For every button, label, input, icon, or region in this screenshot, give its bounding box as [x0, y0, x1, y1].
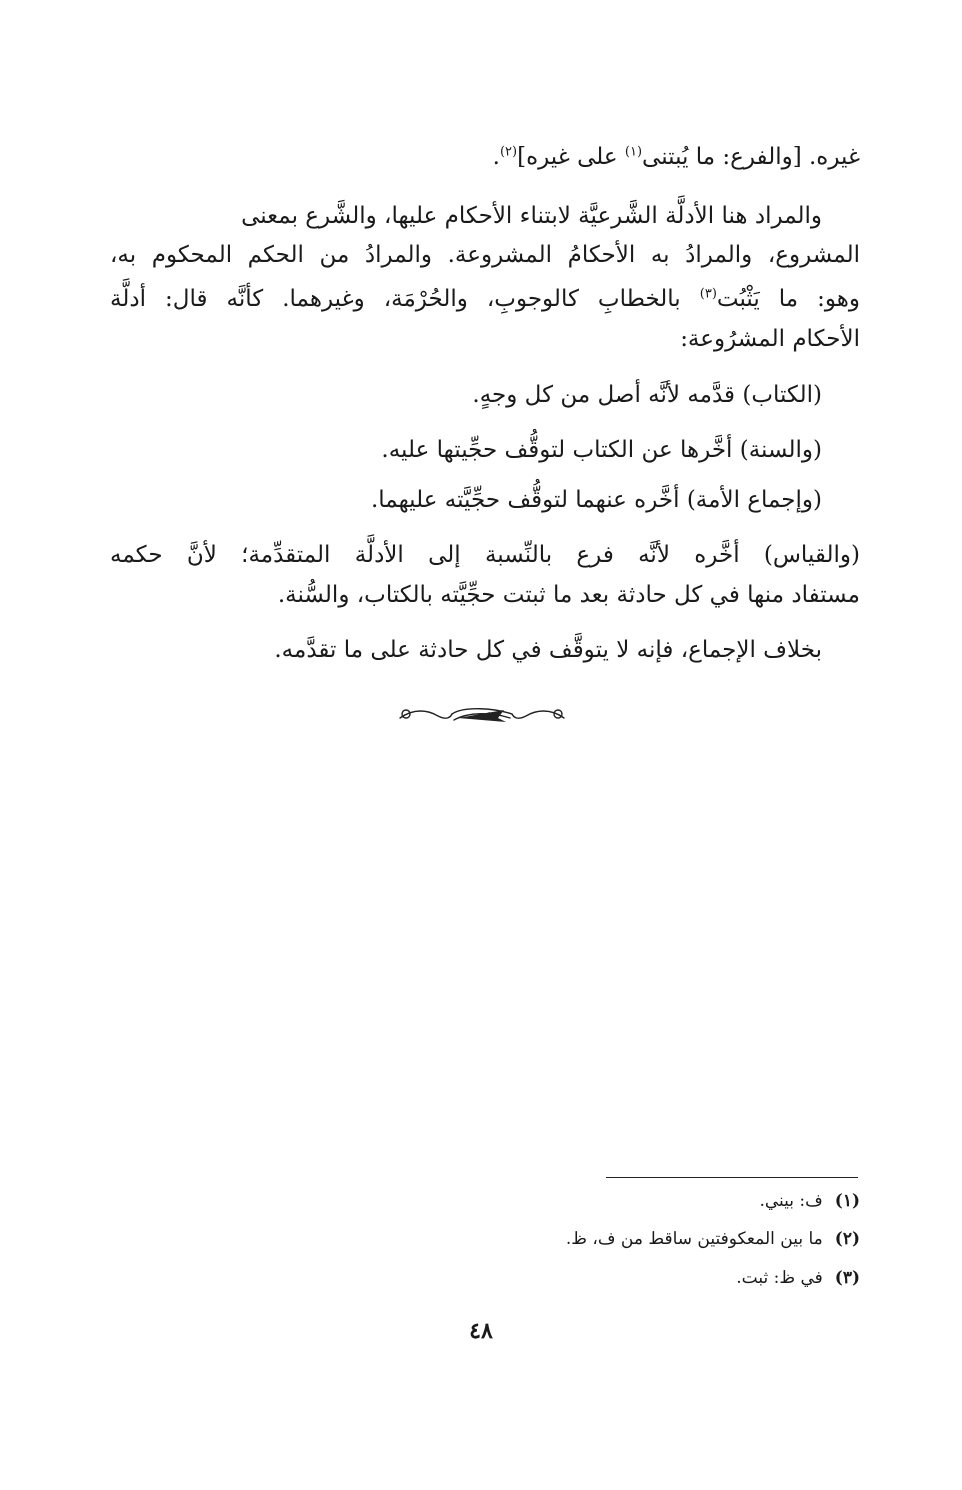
page-number: ٤٨	[469, 1318, 493, 1344]
text-fragment: وهو: ما يَثْبُت	[716, 286, 861, 312]
text-fragment: المشروع، والمرادُ به الأحكامُ المشروعة. والمرادُ من الحكم المحكوم به،	[110, 242, 860, 268]
item-ijma	[371, 483, 822, 517]
footnote-text: ف: بيني.	[759, 1191, 823, 1211]
footnote-ref-1[interactable]: (١)	[624, 144, 643, 160]
footnote-number: (٢)	[834, 1229, 860, 1249]
floral-divider-icon	[394, 698, 570, 734]
footnote-2	[566, 1226, 860, 1252]
text-fragment: الأحكام المشرُوعة:	[680, 326, 860, 352]
text-fragment: (وإجماع الأمة) أخَّره عنهما لتوقُّف حجِّيَّته عليهما.	[370, 487, 822, 513]
item-book	[472, 378, 822, 412]
closing-line	[274, 633, 822, 667]
footnote-ref-2[interactable]: (٢)	[499, 144, 518, 160]
text-fragment: .	[492, 144, 500, 170]
footnote-ref-3[interactable]: (٣)	[699, 286, 717, 302]
footnote-text: في ظ: ثبت.	[736, 1268, 823, 1288]
text-fragment: مستفاد منها في كل حادثة بعد ما ثبتت حجِّيَّته بالكتاب، والسُّنة.	[277, 582, 860, 608]
paragraph-2-line-1	[241, 199, 822, 233]
text-fragment: على غيره]	[517, 144, 625, 170]
item-sunnah	[381, 433, 822, 467]
footnote-number: (١)	[834, 1191, 860, 1211]
footnote-separator	[606, 1177, 858, 1178]
footnote-3	[736, 1265, 860, 1291]
text-fragment: (والسنة) أخَّرها عن الكتاب لتوقُّف حجِّيتها عليه.	[381, 437, 822, 463]
item-qiyas-line-1	[110, 538, 860, 572]
text-fragment: بخلاف الإجماع، فإنه لا يتوقَّف في كل حادثة على ما تقدَّمه.	[274, 637, 822, 663]
text-line-1	[493, 140, 860, 174]
text-fragment: (والقياس) أخَّره لأنَّه فرع بالنِّسبة إلى الأدلَّة المتقدِّمة؛ لأنَّ حكمه	[110, 542, 860, 568]
item-qiyas-line-2	[278, 578, 860, 612]
paragraph-2-line-3	[110, 282, 860, 316]
text-fragment: بالخطابِ كالوجوبِ، والحُرْمَة، وغيرهما. كأنَّه قال: أدلَّة	[110, 286, 700, 312]
text-fragment: والمراد هنا الأدلَّة الشَّرعيَّة لابتناء الأحكام عليها، والشَّرع بمعنى	[241, 203, 822, 229]
text-fragment: (الكتاب) قدَّمه لأنَّه أصل من كل وجهٍ.	[472, 382, 822, 408]
text-fragment: غيره. [والفرع: ما يُبتنى	[642, 144, 860, 170]
paragraph-2-line-2	[110, 238, 860, 272]
footnote-1	[759, 1188, 860, 1214]
footnote-number: (٣)	[834, 1268, 860, 1288]
footnote-text: ما بين المعكوفتين ساقط من ف، ظ.	[565, 1229, 823, 1249]
paragraph-2-line-4	[680, 322, 860, 356]
